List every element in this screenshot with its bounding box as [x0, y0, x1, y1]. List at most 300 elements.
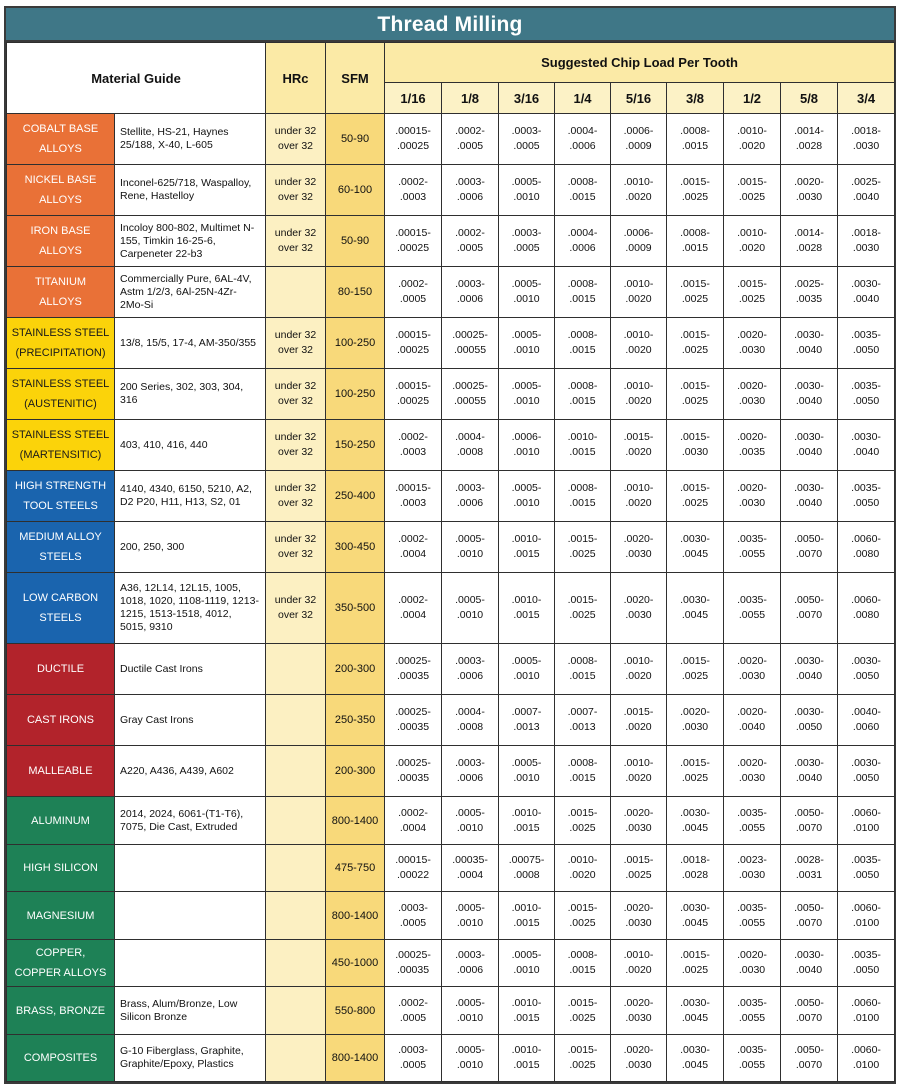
hrc-cell — [266, 267, 326, 318]
sfm-cell: 800-1400 — [326, 797, 385, 845]
chip-load-value: .0020- — [623, 594, 654, 606]
chip-load-value: .0040 — [852, 191, 880, 203]
chip-load-value: .0030- — [851, 655, 881, 667]
chip-load-value: .0010- — [737, 125, 767, 137]
hrc-cell — [266, 892, 326, 940]
material-examples: 13/8, 15/5, 17-4, AM-350/355 — [115, 318, 266, 369]
chip-load-value: .0028 — [795, 140, 823, 152]
hrc-value: over 32 — [278, 242, 314, 254]
chip-load-value: .0030- — [680, 806, 710, 819]
chip-load-value: .0005- — [455, 901, 485, 914]
chip-load-value: .0015- — [680, 431, 710, 443]
chip-load-cell — [555, 1035, 611, 1082]
sfm-cell: 550-800 — [326, 987, 385, 1035]
chip-load-value: .00025 — [396, 140, 430, 152]
chip-load-value: .0025 — [569, 609, 596, 621]
sfm-cell: 150-250 — [326, 420, 385, 471]
chip-load-value: .0070 — [795, 916, 823, 929]
chip-load-cell — [499, 644, 555, 695]
chip-load-value: .0003 — [399, 497, 427, 509]
chip-load-value: .0055 — [738, 1059, 766, 1071]
chip-load-value: .0030- — [794, 329, 824, 341]
chip-load-value: .0006- — [623, 125, 654, 137]
chip-load-value: .0010 — [513, 497, 540, 509]
chip-load-cell — [781, 644, 838, 695]
sfm-cell: 250-350 — [326, 695, 385, 746]
chip-load-cell — [442, 644, 499, 695]
chip-load-value: .0050- — [794, 996, 824, 1009]
chip-load-cell — [442, 940, 499, 987]
chip-load-value: .0020- — [737, 329, 767, 341]
chip-load-value: .0055 — [738, 821, 766, 834]
material-category — [7, 644, 115, 695]
chip-load-value: .0015 — [681, 242, 709, 254]
hrc-cell — [266, 471, 326, 522]
chip-load-value: .0006- — [623, 227, 654, 239]
chip-load-value: .0002- — [398, 176, 428, 188]
chip-load-value: .0015- — [737, 278, 767, 290]
chip-load-cell — [724, 522, 781, 573]
chip-load-value: .0030 — [852, 242, 880, 254]
chip-load-value: .0010- — [511, 1044, 542, 1056]
chip-load-value: .00015- — [395, 227, 431, 239]
chip-load-cell — [667, 114, 724, 165]
chip-load-value: .0020 — [625, 344, 652, 356]
table-row — [7, 1035, 895, 1082]
chip-load-value: .0030 — [738, 869, 766, 881]
chip-load-value: .00025- — [395, 706, 431, 718]
chip-load-cell — [385, 573, 442, 644]
chip-load-value: .0008- — [567, 380, 598, 392]
chip-load-value: .0020 — [625, 670, 652, 682]
category-line: TITANIUM — [34, 276, 87, 288]
chip-load-cell — [442, 165, 499, 216]
material-examples: A220, A436, A439, A602 — [115, 746, 266, 797]
chip-load-cell — [442, 522, 499, 573]
chip-load-cell — [838, 892, 895, 940]
sfm-cell: 50-90 — [326, 114, 385, 165]
chip-load-cell — [667, 695, 724, 746]
chip-load-value: .0010 — [456, 821, 484, 834]
chip-load-value: .0045 — [681, 821, 709, 834]
chip-load-value: .0010- — [623, 482, 654, 494]
chip-load-cell — [499, 1035, 555, 1082]
chip-load-value: .0030- — [680, 594, 710, 606]
chip-load-cell — [499, 892, 555, 940]
chip-load-value: .0006 — [456, 293, 484, 305]
chip-load-value: .0015- — [623, 854, 654, 866]
chip-load-value: .00022 — [396, 869, 430, 881]
hrc-cell — [266, 1035, 326, 1082]
chip-load-value: .0002- — [455, 227, 485, 239]
chip-load-value: .0008 — [456, 721, 484, 733]
chip-load-value: .0030 — [738, 670, 766, 682]
chip-load-value: .0035 — [795, 293, 823, 305]
hrc-cell — [266, 644, 326, 695]
chip-load-cell — [724, 644, 781, 695]
sfm-cell: 450-1000 — [326, 940, 385, 987]
sfm-cell: 50-90 — [326, 216, 385, 267]
chip-load-value: .0050 — [795, 721, 823, 733]
chip-load-value: .0003 — [399, 446, 427, 458]
chip-load-value: .0015 — [569, 964, 596, 976]
chip-load-cell — [838, 797, 895, 845]
material-examples — [115, 892, 266, 940]
table-row — [7, 573, 895, 644]
chip-load-cell — [667, 746, 724, 797]
material-category — [7, 797, 115, 845]
chip-load-value: .0010- — [737, 227, 767, 239]
chip-load-value: .0010- — [511, 594, 542, 606]
chip-load-cell — [555, 940, 611, 987]
chip-load-value: .0030 — [738, 395, 766, 407]
chip-load-value: .0040 — [795, 395, 823, 407]
chip-load-value: .00035 — [396, 964, 430, 976]
chip-load-value: .0045 — [681, 916, 709, 929]
chip-load-value: .0014- — [794, 227, 824, 239]
chip-load-value: .0050 — [852, 395, 880, 407]
chip-load-value: .0025 — [569, 1059, 596, 1071]
table-row — [7, 797, 895, 845]
chip-load-value: .0004- — [567, 125, 598, 137]
chip-load-cell — [781, 746, 838, 797]
chip-load-cell — [838, 845, 895, 892]
material-examples: Inconel-625/718, Waspalloy, Rene, Hastelloy — [115, 165, 266, 216]
chip-load-value: .0010- — [623, 949, 654, 961]
material-category — [7, 165, 115, 216]
chip-load-value: .0020- — [737, 706, 767, 718]
size-header: 3/8 — [667, 83, 724, 114]
chip-load-value: .0020- — [623, 533, 654, 545]
chip-load-value: .0005- — [511, 949, 542, 961]
chip-load-value: .0025 — [681, 191, 709, 203]
chip-load-value: .0006 — [569, 242, 596, 254]
chip-load-value: .00025- — [452, 329, 488, 341]
chip-load-cell — [442, 746, 499, 797]
chip-load-value: .0100 — [852, 821, 880, 834]
chip-load-cell — [385, 892, 442, 940]
category-line: STAINLESS STEEL — [11, 429, 110, 441]
chip-load-value: .0050 — [852, 497, 880, 509]
chip-load-cell — [724, 797, 781, 845]
chip-load-value: .0060- — [851, 901, 881, 914]
chip-load-value: .0020 — [569, 869, 596, 881]
size-header: 3/4 — [838, 83, 895, 114]
chip-load-value: .0028- — [794, 854, 824, 866]
chip-load-cell — [667, 471, 724, 522]
chip-load-cell — [611, 573, 667, 644]
chip-load-value: .0020 — [625, 446, 652, 458]
chip-load-value: .0035- — [737, 1044, 767, 1056]
size-header: 5/16 — [611, 83, 667, 114]
chip-load-value: .0005- — [455, 594, 485, 606]
chip-load-value: .0003- — [455, 757, 485, 769]
table-row — [7, 216, 895, 267]
chip-load-value: .0008- — [567, 278, 598, 290]
chip-load-value: .0020- — [623, 996, 654, 1009]
chip-load-value: .0015- — [567, 533, 598, 545]
chip-load-value: .0030 — [625, 1011, 652, 1024]
chip-load-cell — [611, 114, 667, 165]
table-row — [7, 471, 895, 522]
chip-load-cell — [442, 892, 499, 940]
chip-load-value: .0025 — [738, 191, 766, 203]
chip-load-value: .0040- — [851, 706, 881, 718]
chip-load-cell — [611, 940, 667, 987]
hrc-cell — [266, 318, 326, 369]
chip-load-value: .0006- — [511, 431, 542, 443]
category-line: BRASS, BRONZE — [15, 1004, 106, 1017]
chip-load-cell — [781, 267, 838, 318]
material-examples: Brass, Alum/Bronze, Low Silicon Bronze — [115, 987, 266, 1035]
chip-load-value: .0015- — [680, 176, 710, 188]
chip-load-cell — [667, 987, 724, 1035]
chip-load-value: .0010 — [456, 1011, 484, 1024]
chip-load-value: .0003- — [455, 278, 485, 290]
chip-load-value: .0013 — [569, 721, 596, 733]
chip-load-value: .0010- — [623, 278, 654, 290]
chip-load-value: .0030 — [625, 916, 652, 929]
chip-load-value: .0005- — [511, 655, 542, 667]
chip-load-cell — [611, 746, 667, 797]
chip-load-value: .0005- — [511, 176, 542, 188]
chip-load-cell — [555, 114, 611, 165]
chip-load-value: .0009 — [625, 140, 652, 152]
chip-load-value: .0060- — [851, 806, 881, 819]
chip-load-cell — [385, 369, 442, 420]
chip-load-cell — [667, 1035, 724, 1082]
chip-load-value: .0030- — [680, 901, 710, 914]
chip-load-value: .0045 — [681, 609, 709, 621]
chart-title: Thread Milling — [6, 8, 894, 42]
chip-load-value: .0020- — [623, 806, 654, 819]
chip-load-value: .00015- — [395, 380, 431, 392]
chip-load-value: .0020- — [737, 655, 767, 667]
hrc-value: over 32 — [278, 140, 314, 152]
material-examples: G-10 Fiberglass, Graphite, Graphite/Epoxy, Plastics — [115, 1035, 266, 1082]
chip-load-value: .0013 — [513, 721, 540, 733]
category-line: COPPER, — [35, 947, 86, 959]
chip-load-value: .0025 — [569, 821, 596, 834]
material-category — [7, 573, 115, 644]
chip-load-cell — [385, 216, 442, 267]
chip-load-value: .0030 — [852, 140, 880, 152]
chip-load-value: .0010 — [513, 395, 540, 407]
chip-load-value: .0020 — [625, 497, 652, 509]
chip-load-value: .0020- — [680, 706, 710, 718]
chip-load-value: .0008- — [567, 655, 598, 667]
chip-load-cell — [385, 165, 442, 216]
category-line: MALLEABLE — [28, 765, 93, 777]
chip-load-value: .0005 — [399, 1011, 427, 1024]
chip-load-value: .0008- — [567, 482, 598, 494]
chip-load-cell — [385, 797, 442, 845]
chip-load-cell — [499, 318, 555, 369]
chip-load-value: .0030 — [795, 191, 823, 203]
chip-load-cell — [442, 1035, 499, 1082]
chip-load-value: .0006 — [456, 772, 484, 784]
chip-load-value: .0010 — [513, 344, 540, 356]
chip-load-value: .0010 — [513, 964, 540, 976]
hrc-value: under 32 — [274, 227, 317, 239]
chip-load-value: .0015- — [567, 996, 598, 1009]
chip-load-value: .0030- — [851, 431, 881, 443]
sfm-cell: 475-750 — [326, 845, 385, 892]
chip-load-value: .0015 — [513, 1059, 540, 1071]
chip-load-cell — [499, 165, 555, 216]
sfm-cell: 800-1400 — [326, 892, 385, 940]
chip-load-value: .0040 — [795, 670, 823, 682]
chip-load-value: .0020- — [737, 949, 767, 961]
chip-load-value: .0015- — [623, 431, 654, 443]
chip-load-value: .0015 — [681, 140, 709, 152]
chip-load-cell — [555, 471, 611, 522]
chip-load-cell — [667, 420, 724, 471]
chip-load-value: .0005 — [456, 242, 484, 254]
chip-load-cell — [724, 892, 781, 940]
chip-load-cell — [724, 318, 781, 369]
chip-load-cell — [667, 797, 724, 845]
category-line: CAST IRONS — [26, 714, 95, 726]
chip-load-value: .0020 — [625, 395, 652, 407]
chip-load-cell — [724, 695, 781, 746]
chip-load-cell — [724, 573, 781, 644]
chip-load-value: .00035 — [396, 772, 430, 784]
chip-load-value: .0060- — [851, 533, 881, 545]
chip-load-cell — [555, 267, 611, 318]
chip-load-value: .0004- — [455, 706, 485, 718]
chip-load-value: .0015- — [567, 901, 598, 914]
sfm-cell: 350-500 — [326, 573, 385, 644]
chip-load-cell — [499, 845, 555, 892]
chip-load-value: .00025- — [395, 757, 431, 769]
sfm-cell: 250-400 — [326, 471, 385, 522]
chip-load-cell — [499, 797, 555, 845]
chip-load-cell — [838, 318, 895, 369]
chip-load-value: .0010- — [623, 176, 654, 188]
chip-load-value: .00055 — [453, 344, 487, 356]
chip-load-cell — [781, 892, 838, 940]
chip-load-cell — [442, 573, 499, 644]
chip-load-cell — [781, 369, 838, 420]
chip-load-value: .0050- — [794, 901, 824, 914]
chip-load-cell — [838, 1035, 895, 1082]
material-examples — [115, 940, 266, 987]
chip-load-value: .0020 — [625, 293, 652, 305]
table-row — [7, 845, 895, 892]
chip-load-value: .0002- — [398, 278, 428, 290]
chip-load-value: .0020- — [737, 757, 767, 769]
table-row — [7, 267, 895, 318]
chip-load-cell — [838, 746, 895, 797]
size-header: 3/16 — [499, 83, 555, 114]
chip-load-value: .0030 — [625, 821, 652, 834]
chip-load-cell — [781, 318, 838, 369]
chip-load-value: .0002- — [398, 533, 428, 545]
hrc-cell — [266, 573, 326, 644]
material-category — [7, 987, 115, 1035]
chip-load-cell — [555, 165, 611, 216]
chip-load-value: .0004- — [455, 431, 485, 443]
chip-load-cell — [555, 573, 611, 644]
chip-load-value: .0002- — [398, 431, 428, 443]
chip-load-value: .0015 — [569, 293, 596, 305]
chip-load-cell — [555, 522, 611, 573]
category-line: (PRECIPITATION) — [15, 347, 106, 359]
chip-load-value: .0003- — [398, 901, 428, 914]
material-examples: 4140, 4340, 6150, 5210, A2, D2 P20, H11, H13, S2, 01 — [115, 471, 266, 522]
chip-load-cell — [499, 573, 555, 644]
chip-load-value: .0025 — [681, 670, 709, 682]
sfm-cell: 100-250 — [326, 369, 385, 420]
chip-load-cell — [611, 420, 667, 471]
chip-load-cell — [781, 471, 838, 522]
hrc-value: over 32 — [278, 497, 314, 509]
chip-load-value: .0030 — [738, 497, 766, 509]
chip-load-value: .0035- — [851, 329, 881, 341]
chip-load-value: .0030 — [738, 772, 766, 784]
chip-load-value: .0005- — [511, 482, 542, 494]
chip-load-value: .0050- — [794, 594, 824, 606]
chip-load-value: .0015- — [680, 655, 710, 667]
chip-load-value: .0070 — [795, 609, 823, 621]
chip-load-cell — [781, 420, 838, 471]
chip-load-value: .0025 — [681, 497, 709, 509]
chip-load-value: .0008- — [680, 125, 710, 137]
chip-load-cell — [499, 114, 555, 165]
chip-load-value: .0060- — [851, 594, 881, 606]
chip-load-cell — [724, 845, 781, 892]
chip-load-value: .00025 — [396, 344, 430, 356]
chip-load-value: .0015 — [569, 772, 596, 784]
chip-load-value: .0050 — [852, 869, 880, 881]
chip-load-cell — [499, 369, 555, 420]
chip-load-value: .0031 — [795, 869, 823, 881]
chip-load-value: .0040 — [852, 293, 880, 305]
chip-load-cell — [781, 114, 838, 165]
chip-load-value: .0015 — [513, 609, 540, 621]
chip-load-cell — [555, 746, 611, 797]
chip-load-cell — [385, 987, 442, 1035]
chip-load-value: .0100 — [852, 1059, 880, 1071]
chip-load-value: .0050- — [794, 533, 824, 545]
chip-load-value: .0010- — [511, 996, 542, 1009]
chip-load-cell — [442, 267, 499, 318]
hrc-value: under 32 — [274, 533, 317, 545]
chip-load-cell — [781, 1035, 838, 1082]
chip-load-cell — [611, 471, 667, 522]
chip-load-cell — [611, 369, 667, 420]
chip-load-cell — [724, 420, 781, 471]
category-line: MEDIUM ALLOY — [19, 531, 102, 543]
chip-load-value: .0010 — [456, 916, 484, 929]
category-line: TOOL STEELS — [23, 500, 98, 512]
chip-load-value: .0040 — [795, 446, 823, 458]
chip-load-cell — [385, 318, 442, 369]
chip-load-value: .0004- — [567, 227, 598, 239]
table-row — [7, 746, 895, 797]
chip-load-cell — [724, 987, 781, 1035]
table-row — [7, 522, 895, 573]
hrc-cell — [266, 216, 326, 267]
category-line: STEELS — [39, 551, 82, 563]
chip-load-value: .0060 — [852, 721, 880, 733]
table-row — [7, 114, 895, 165]
table-row — [7, 369, 895, 420]
chip-load-cell — [555, 369, 611, 420]
chip-load-cell — [385, 940, 442, 987]
chip-load-cell — [555, 845, 611, 892]
